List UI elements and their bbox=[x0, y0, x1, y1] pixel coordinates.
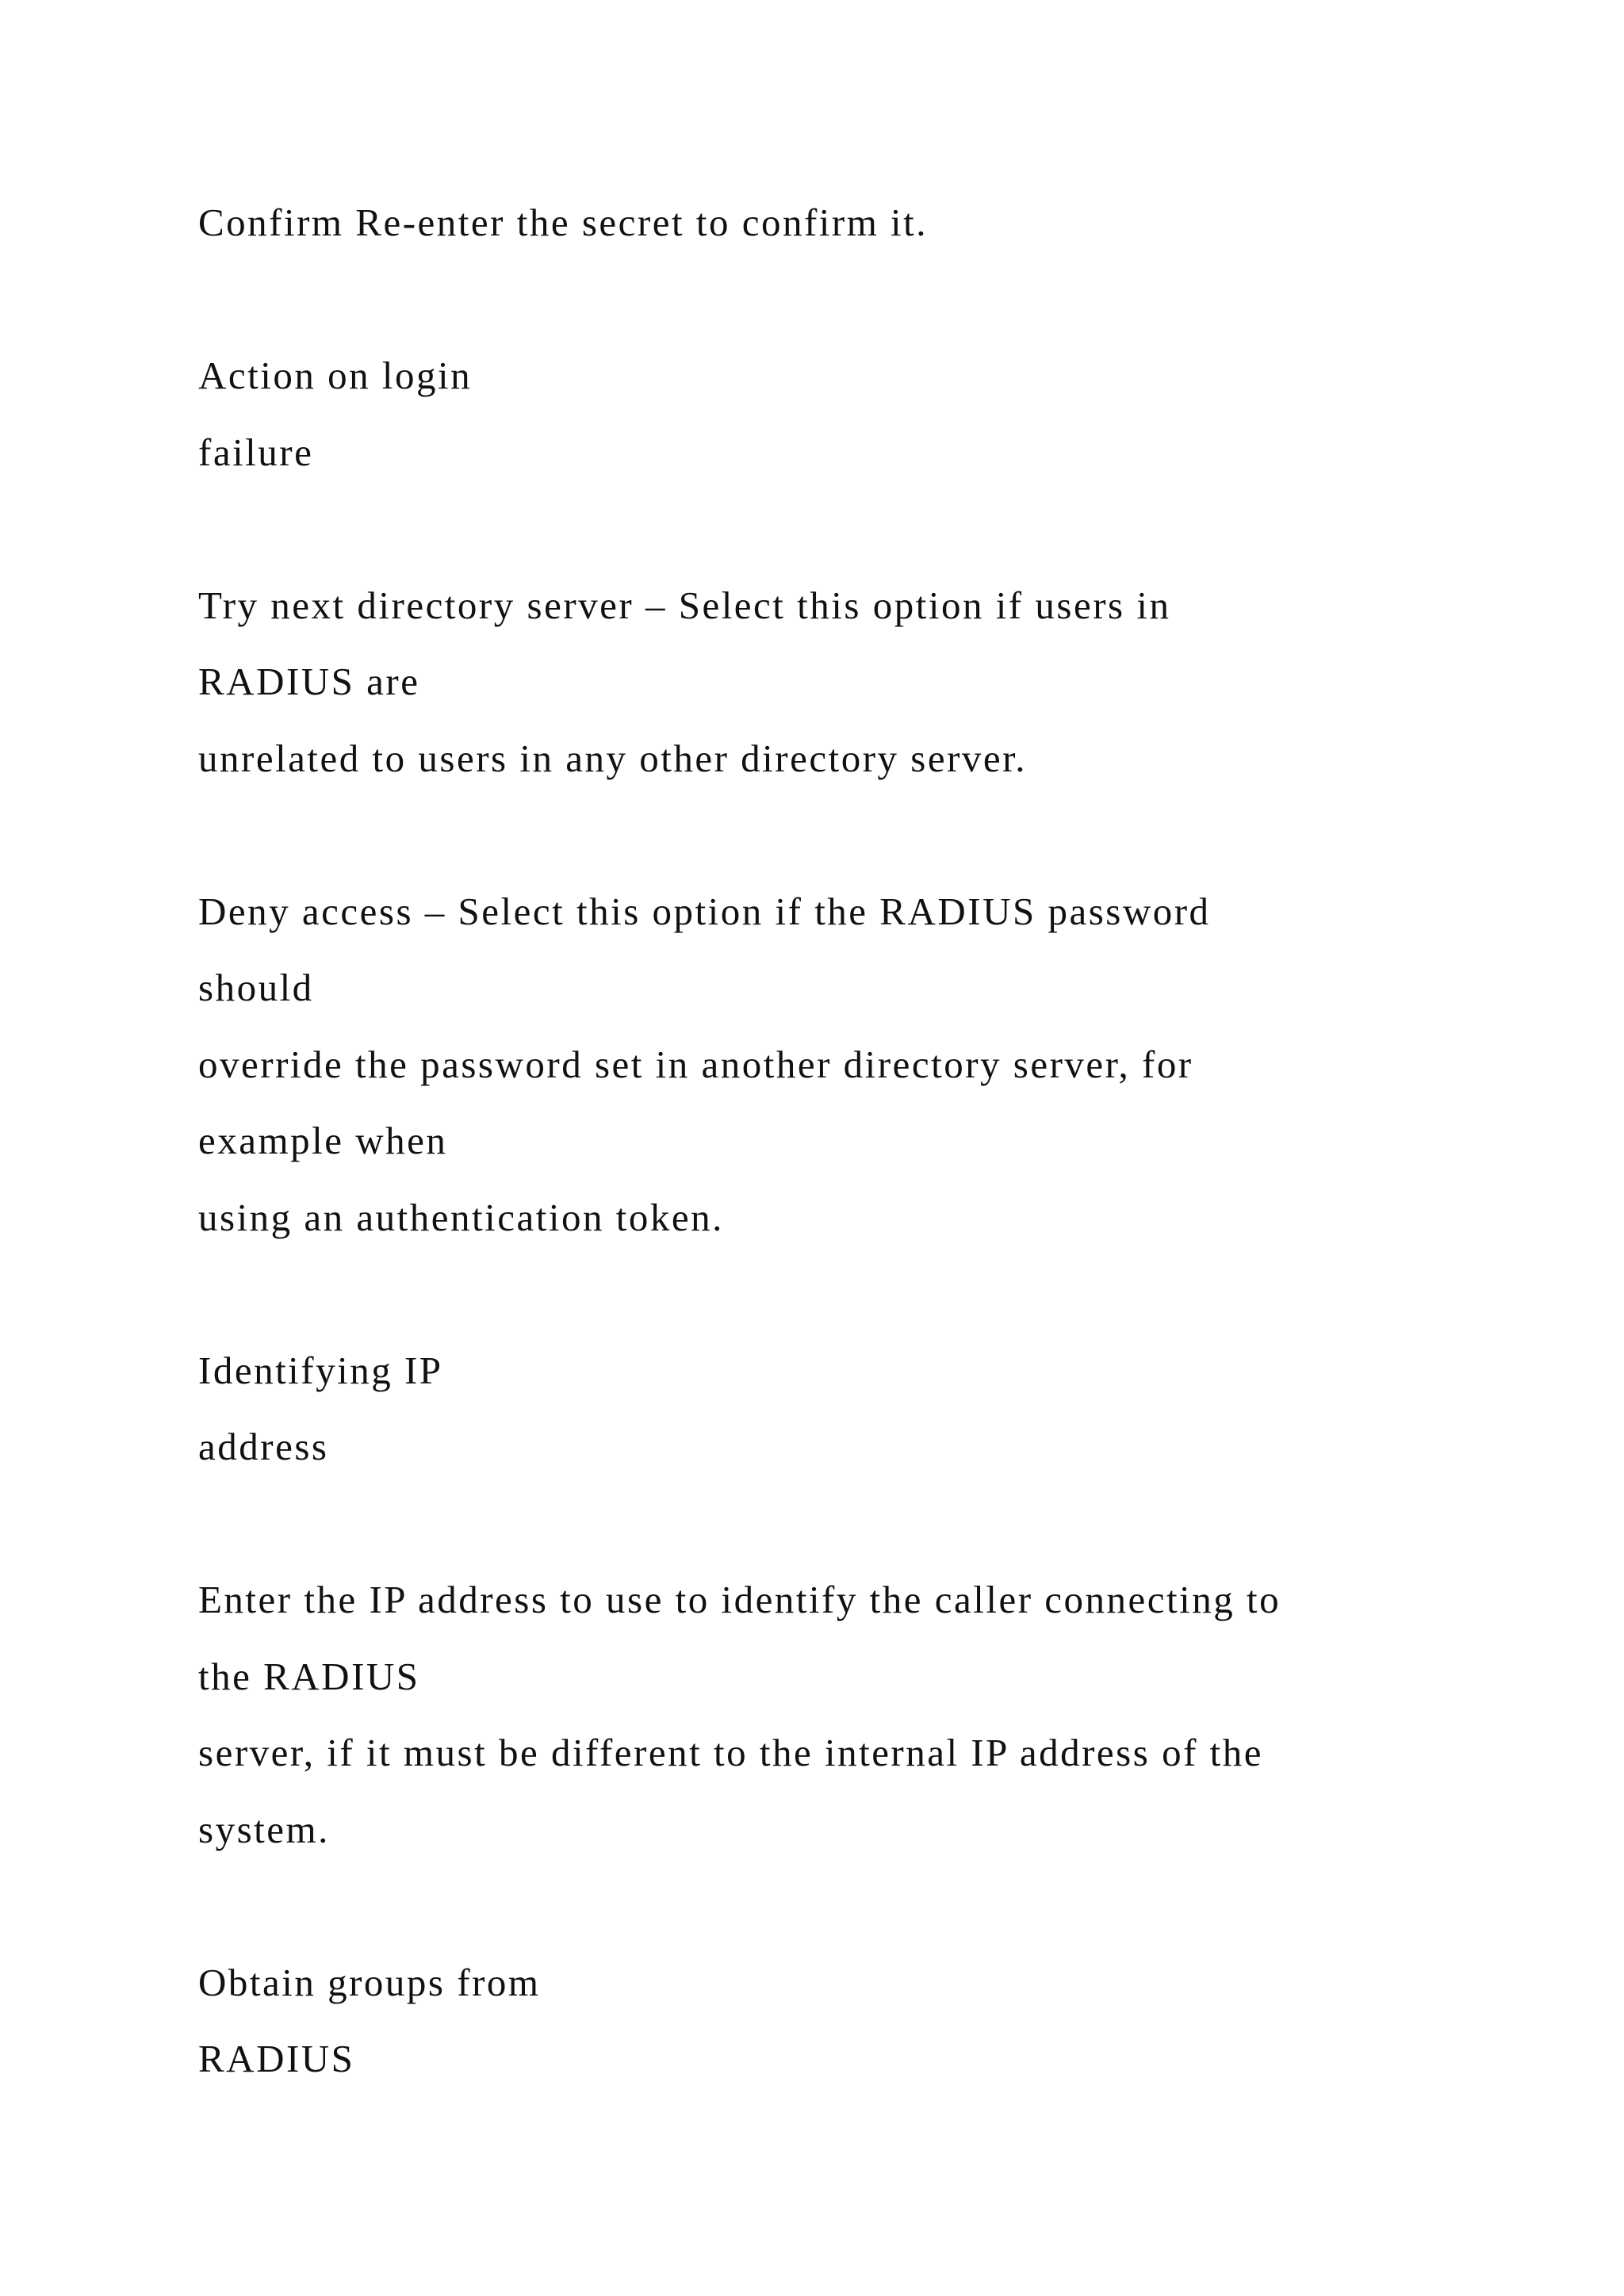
text-line: system. bbox=[198, 1807, 330, 1851]
text-line: Enter the IP address to use to identify the caller connecting to bbox=[198, 1578, 1281, 1621]
text-line: address bbox=[198, 1425, 329, 1468]
text-line: should bbox=[198, 966, 314, 1009]
text-line: Identifying IP bbox=[198, 1348, 443, 1392]
text-line: RADIUS are bbox=[198, 660, 420, 703]
text-line: the RADIUS bbox=[198, 1654, 420, 1698]
blank-line bbox=[198, 501, 1499, 578]
text-line: RADIUS bbox=[198, 2037, 355, 2080]
blank-line bbox=[198, 1266, 1499, 1343]
blank-line bbox=[198, 1496, 1499, 1573]
blank-line bbox=[198, 272, 1499, 349]
text-line: unrelated to users in any other directory server. bbox=[198, 736, 1028, 780]
text-line: Obtain groups from bbox=[198, 1960, 541, 2004]
text-line: override the password set in another directory server, for bbox=[198, 1042, 1193, 1086]
text-line: using an authentication token. bbox=[198, 1195, 724, 1239]
text-line: server, if it must be different to the internal IP address of the bbox=[198, 1731, 1263, 1774]
text-line: example when bbox=[198, 1119, 448, 1162]
text-line: Action on login bbox=[198, 354, 473, 397]
document-body bbox=[198, 195, 1499, 2108]
text-line: failure bbox=[198, 430, 314, 474]
blank-line bbox=[198, 807, 1499, 884]
blank-line bbox=[198, 1878, 1499, 1955]
text-line: Confirm Re-enter the secret to confirm it. bbox=[198, 201, 929, 244]
text-line: Deny access – Select this option if the RADIUS password bbox=[198, 889, 1211, 933]
text-line: Try next directory server – Select this option if users in bbox=[198, 583, 1171, 627]
